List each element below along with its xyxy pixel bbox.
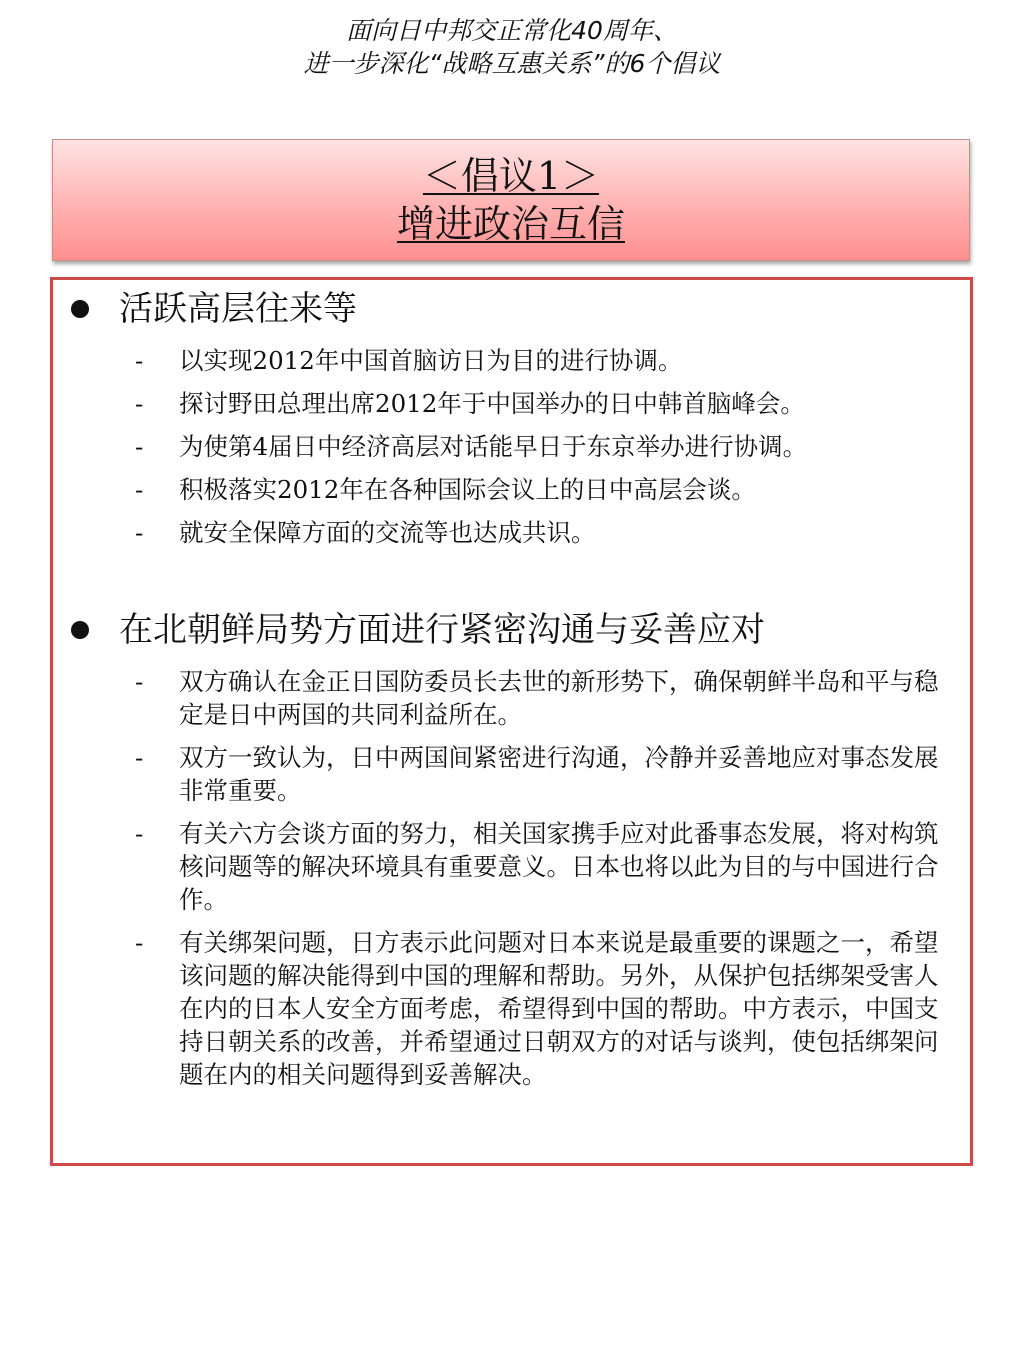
list-item-text: 有关六方会谈方面的努力，相关国家携手应对此番事态发展，将对构筑核问题等的解决环境具有重要意义。日本也将以此为目的与中国进行合作。 xyxy=(179,819,939,914)
dash-icon: - xyxy=(135,432,144,461)
section-high-level-exchanges xyxy=(53,286,970,559)
list-item xyxy=(53,741,970,807)
section-heading xyxy=(53,607,970,653)
list-item xyxy=(53,926,970,1091)
list-item xyxy=(53,817,970,916)
dash-icon: - xyxy=(135,518,144,547)
proposal-title: 增进政治互信 xyxy=(396,202,625,246)
list-item-text: 以实现2012年中国首脑访日为目的进行协调。 xyxy=(179,346,683,375)
section-heading xyxy=(53,286,970,332)
proposal-number: ＜倡议1＞ xyxy=(422,154,600,198)
list-item xyxy=(53,516,970,549)
list-item-text: 积极落实2012年在各种国际会议上的日中高层会谈。 xyxy=(179,475,756,504)
dash-icon: - xyxy=(135,928,144,957)
list-item xyxy=(53,473,970,506)
dash-icon: - xyxy=(135,743,144,772)
list-item-text: 就安全保障方面的交流等也达成共识。 xyxy=(179,518,596,547)
dash-icon: - xyxy=(135,667,144,696)
dash-icon: - xyxy=(135,819,144,848)
proposal-header-banner xyxy=(52,139,970,261)
list-item-text: 双方一致认为，日中两国间紧密进行沟通，冷静并妥善地应对事态发展非常重要。 xyxy=(179,743,939,805)
list-item-text: 探讨野田总理出席2012年于中国举办的日中韩首脑峰会。 xyxy=(179,389,805,418)
content-panel xyxy=(50,277,973,1166)
dash-icon: - xyxy=(135,389,144,418)
list-item-text: 双方确认在金正日国防委员长去世的新形势下，确保朝鲜半岛和平与稳定是日中两国的共同利益所在。 xyxy=(179,667,939,729)
list-item xyxy=(53,387,970,420)
document-title-line-1: 面向日中邦交正常化40周年、 xyxy=(346,16,678,45)
section-title: 在北朝鲜局势方面进行紧密沟通与妥善应对 xyxy=(119,610,765,650)
dash-icon: - xyxy=(135,346,144,375)
list-item xyxy=(53,344,970,377)
document-title-line-2: 进一步深化“战略互惠关系”的6个倡议 xyxy=(303,49,721,78)
list-item-text: 有关绑架问题，日方表示此问题对日本来说是最重要的课题之一，希望该问题的解决能得到中国的理解和帮助。另外，从保护包括绑架受害人在内的日本人安全方面考虑，希望得到中国的帮助。中方表示，中国支持日朝关系的改善，并希望通过日朝双方的对话与谈判，使包括绑架问题在内的相关问题得到妥善解决。 xyxy=(179,928,939,1089)
section-title: 活跃高层往来等 xyxy=(119,289,357,329)
document-title xyxy=(0,14,1024,80)
section-north-korea xyxy=(53,607,970,1101)
list-item-text: 为使第4届日中经济高层对话能早日于东京举办进行协调。 xyxy=(179,432,808,461)
bullet-dot-icon xyxy=(71,621,89,639)
dash-icon: - xyxy=(135,475,144,504)
list-item xyxy=(53,665,970,731)
bullet-dot-icon xyxy=(71,300,89,318)
list-item xyxy=(53,430,970,463)
